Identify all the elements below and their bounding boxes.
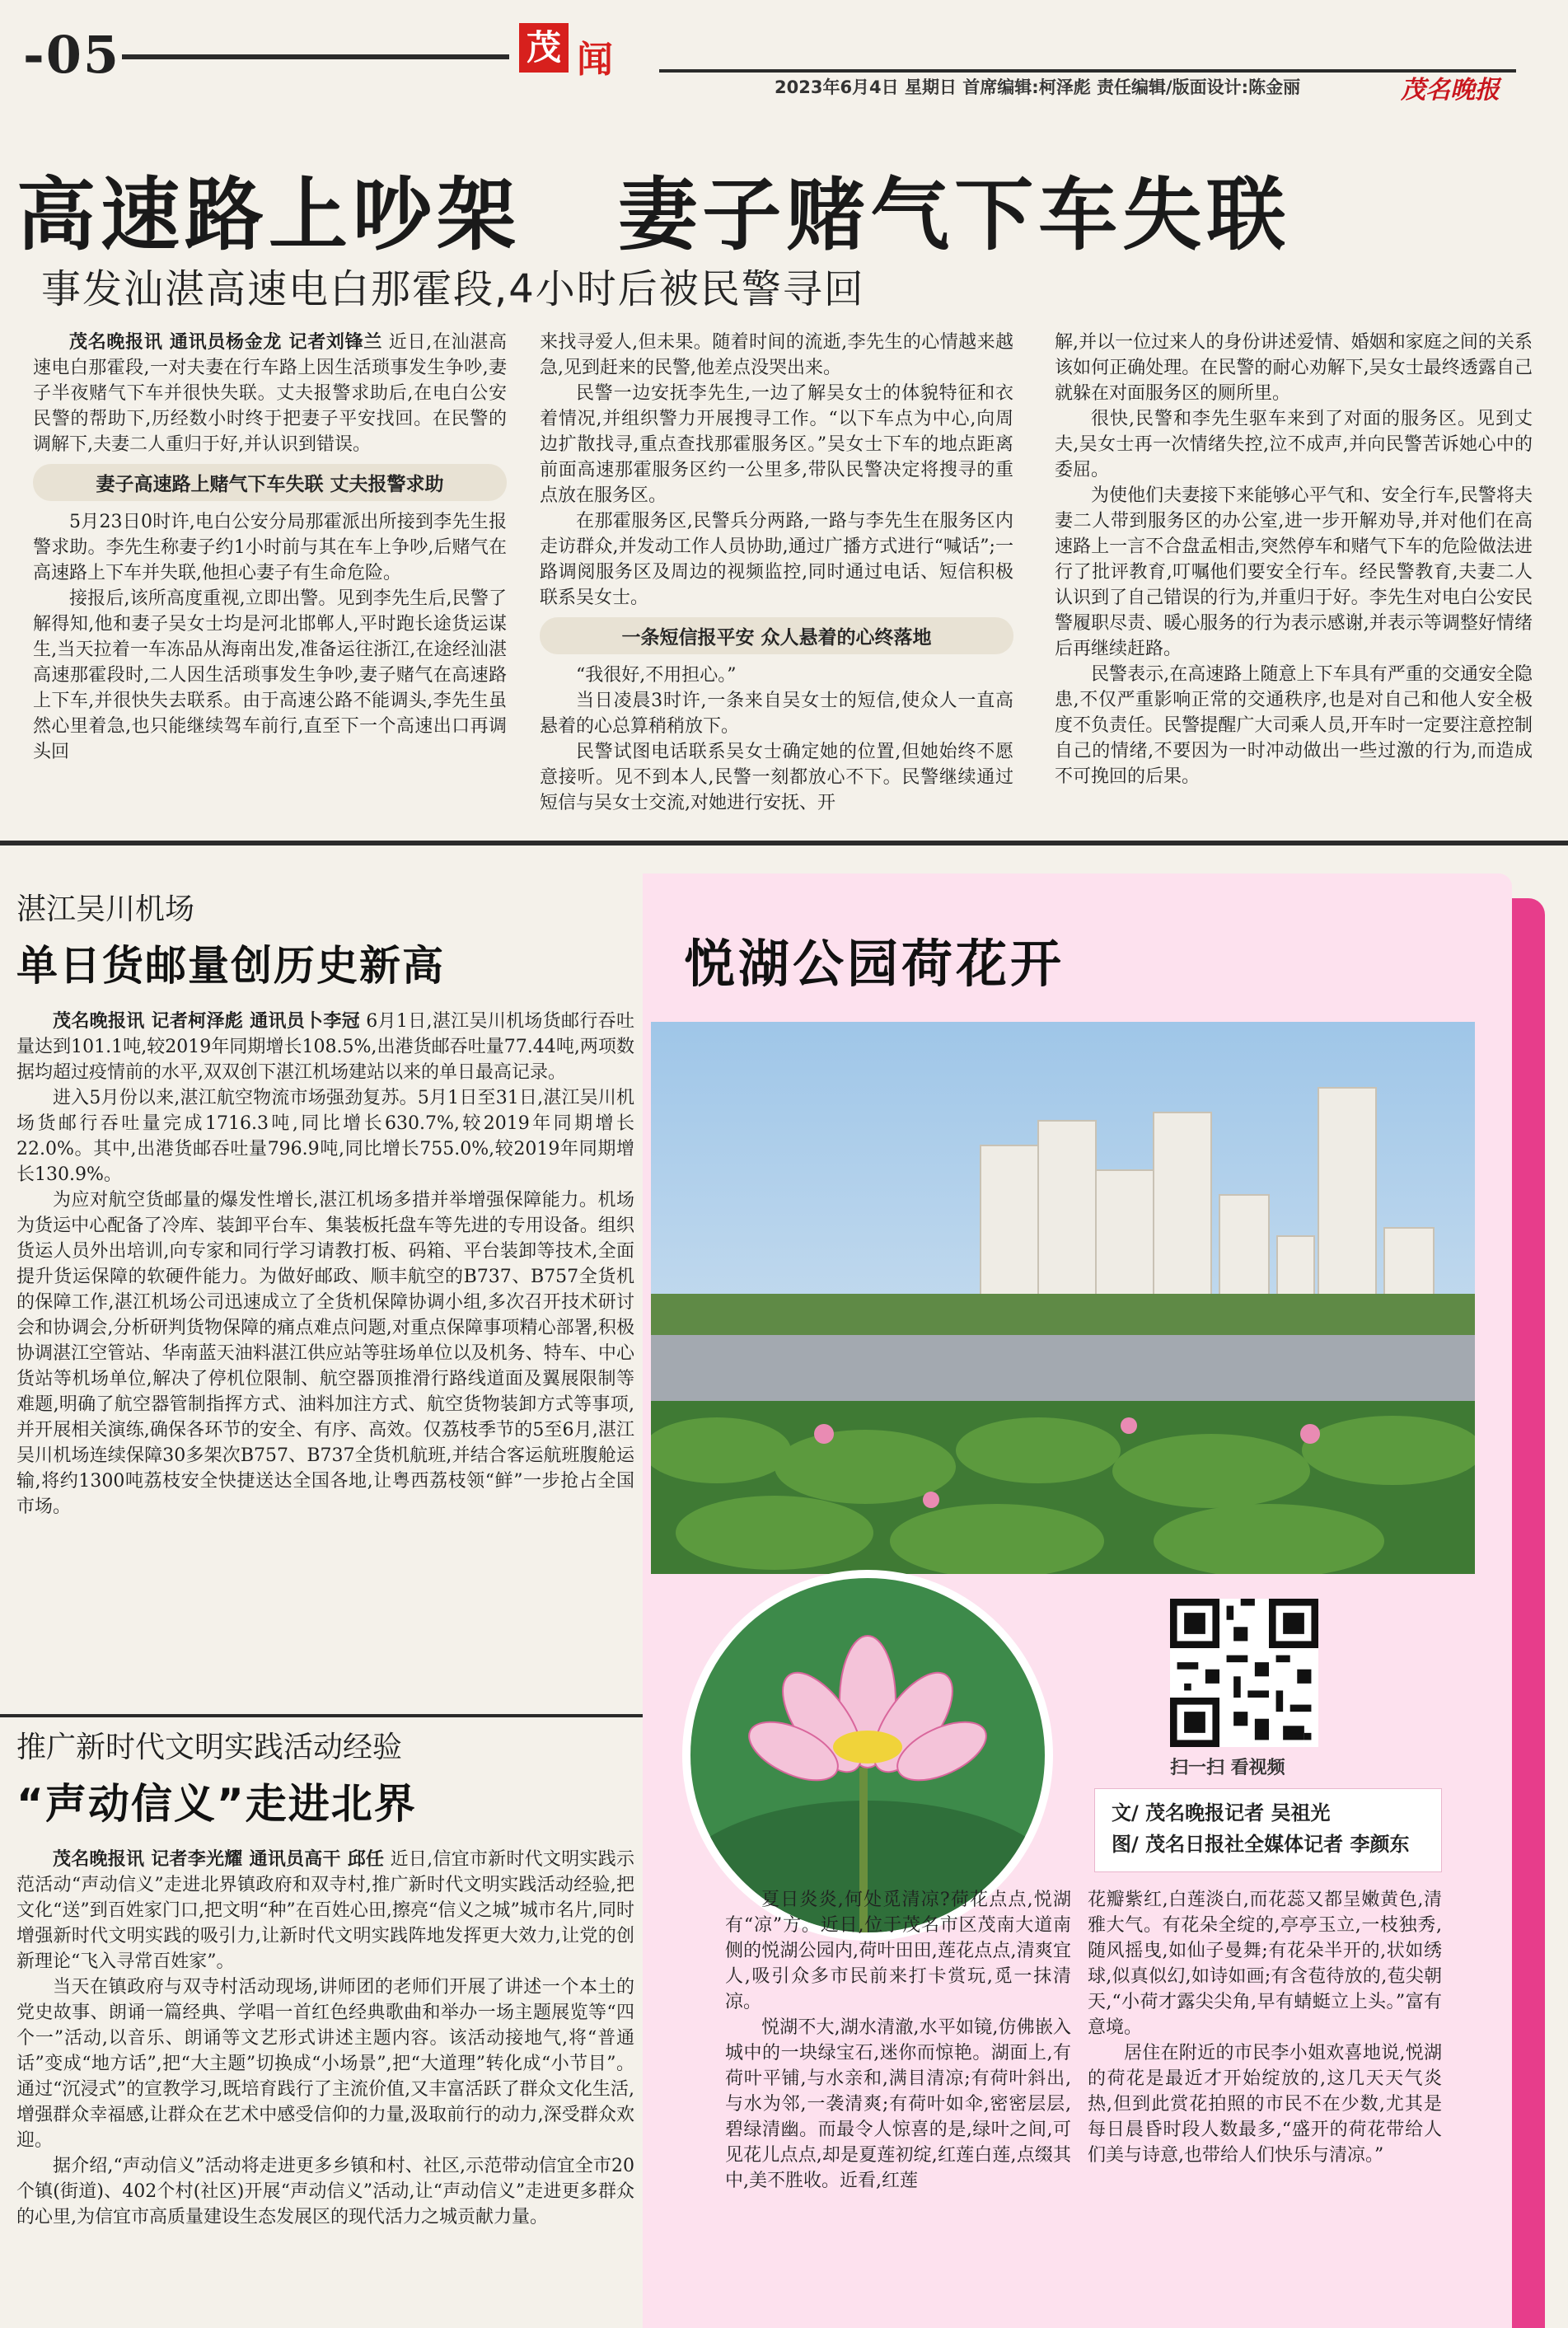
lead-subheadline: 事发汕湛高速电白那霍段,4小时后被民警寻回 [41,266,865,312]
lotus-paragraph: 夏日炎炎,何处觅清凉?荷花点点,悦湖有“凉”方。近日,位于茂名市区茂南大道南侧的悦湖公园内,荷叶田田,莲花点点,清爽宜人,吸引众多市民前来打卡赏玩,觅一抹清凉。 [725,1890,1071,2012]
photographer-credit: 图/ 茂名日报社全媒体记者 李颜东 [1112,1833,1410,1856]
lead-paragraph: 当日凌晨3时许,一条来自吴女士的短信,使众人一直高悬着的心总算稍稍放下。 [540,691,1013,737]
lotus-column-1 [725,1887,1071,2194]
civility-kicker: 推广新时代文明实践活动经验 [16,1731,403,1764]
lead-paragraph: 很快,民警和李先生驱车来到了对面的服务区。见到丈夫,吴女士再一次情绪失控,泣不成声,并向民警苦诉她心中的委屈。 [1055,409,1533,480]
lead-paragraph: 解,并以一位过来人的身份讲述爱情、婚姻和家庭之间的关系该如何正确处理。在民警的耐心劝解下,吴女士最终透露自己就躲在对面服务区的厕所里。 [1055,332,1533,404]
column-badge-suffix: 闻 [577,39,613,81]
lead-section-heading: 妻子高速路上赌气下车失联 丈夫报警求助 [33,464,507,501]
airport-paragraph: 进入5月份以来,湛江航空物流市场强劲复苏。5月1日至31日,湛江吴川机场货邮行吞吐量完成1716.3吨,同比增长630.7%,较2019年同期增长22.0%。其中,出港货邮吞吐量796.9吨,同比增长755.0%,较2019年同期增长130.9%。 [16,1088,634,1185]
writer-credit: 文/ 茂名晚报记者 吴祖光 [1112,1801,1331,1824]
header-rule [122,54,509,59]
edition-meta: 2023年6月4日 星期日 首席编辑:柯泽彪 责任编辑/版面设计:陈金丽 [775,77,1301,97]
masthead-rule [659,69,1516,73]
masthead-logo: 茂名晚报 [1401,76,1500,105]
airport-kicker: 湛江吴川机场 [16,892,195,926]
lead-paragraph: 来找寻爱人,但未果。随着时间的流逝,李先生的心情越来越急,见到赶来的民警,他差点没哭出来。 [540,332,1013,378]
lead-byline: 茂名晚报讯 通讯员杨金龙 记者刘锋兰 [69,332,383,353]
lotus-headline: 悦湖公园荷花开 [684,934,1065,994]
airport-headline: 单日货邮量创历史新高 [16,942,445,990]
photo-credit [1094,1788,1442,1872]
civility-paragraph: 当天在镇政府与双寺村活动现场,讲师团的老师们开展了讲述一个本土的党史故事、朗诵一篇经典、学唱一首红色经典歌曲和举办一场主题展览等“四个一”活动,以音乐、朗诵等文艺形式讲述主题内容。该活动接地气,将“普通话”变成“地方话”,把“大主题”切换成“小场景”,把“大道理”转化成“小节目”。通过“沉浸式”的宣教学习,既培育践行了主流价值,又丰富活跃了群众文化生活,增强群众幸福感,让群众在艺术中感受信仰的力量,汲取前行的动力,深受群众欢迎。 [16,1977,634,2151]
civility-paragraph: 近日,信宜市新时代文明实践示范活动“声动信义”走进北界镇政府和双寺村,推广新时代文明实践活动经验,把文化“送”到百姓家门口,把文明“种”在百姓心田,擦亮“信义之城”城市名片,同时增强新时代文明实践的吸引力,让新时代文明实践阵地发挥更大效力,让党的创新理论“飞入寻常百姓家”。 [16,1849,635,1972]
lead-headline: 高速路上吵架 妻子赌气下车失联 [16,169,1291,261]
lead-paragraph: 民警一边安抚李先生,一边了解吴女士的体貌特征和衣着情况,并组织警力开展搜寻工作。“以下车点为中心,向周边扩散找寻,重点查找那霍服务区。”吴女士下车的地点距离前面高速那霍服务区约一公里多,带队民警决定将搜寻的重点放在服务区。 [540,383,1013,506]
lotus-flower-photo [682,1570,1053,1941]
lead-paragraph: 民警试图电话联系吴女士确定她的位置,但她始终不愿意接听。见不到本人,民警一刻都放心不下。民警继续通过短信与吴女士交流,对她进行安抚、开 [540,742,1013,813]
airport-paragraph: 为应对航空货邮量的爆发性增长,湛江机场多措并举增强保障能力。机场为货运中心配备了冷库、装卸平台车、集装板托盘车等先进的专用设备。组织货运人员外出培训,向专家和同行学习请教打板、码箱、平台装卸等技术,全面提升货运保障的软硬件能力。为做好邮政、顺丰航空的B737、B757全货机的保障工作,湛江机场公司迅速成立了全货机保障协调小组,多次召开技术研讨会和协调会,分析研判货物保障的痛点难点问题,对重点保障事项精心部署,积极协调湛江空管站、华南蓝天油料湛江供应站等驻场单位以及机务、特车、中心货站等机场单位,解决了停机位限制、航空器顶推滑行路线道面及翼展限制等难题,明确了航空器管制指挥方式、油料加注方式、航空货物装卸方式等事项,并开展相关演练,确保各环节的安全、有序、高效。仅荔枝季节的5至6月,湛江吴川机场连续保障30多架次B757、B737全货机航班,并结合客运航班腹舱运输,将约1300吨荔枝安全快捷送达全国各地,让粤西荔枝领“鲜”一步抢占全国市场。 [16,1190,634,1517]
lead-paragraph: 在那霍服务区,民警兵分两路,一路与李先生在服务区内走访群众,并发动工作人员协助,通过广播方式进行“喊话”;一路调阅服务区及周边的视频监控,同时通过电话、短信积极联系吴女士。 [540,511,1013,608]
qr-code[interactable] [1170,1599,1318,1747]
lotus-column-2 [1088,1887,1442,2168]
lead-paragraph: “我很好,不用担心。” [576,665,737,686]
civility-headline: “声动信义”走进北界 [16,1780,417,1828]
section-divider [0,1714,651,1717]
lead-paragraph: 近日,在汕湛高速电白那霍段,一对夫妻在行车路上因生活琐事发生争吵,妻子半夜赌气下车并很快失联。丈夫报警求助后,在电白公安民警的帮助下,历经数小时终于把妻子平安找回。在民警的调解下,夫妻二人重归于好,并认识到错误。 [33,332,507,455]
lead-paragraph: 5月23日0时许,电白公安分局那霍派出所接到李先生报警求助。李先生称妻子约1小时前与其在车上争吵,后赌气在高速路上下车并失联,他担心妻子有生命危险。 [33,512,507,583]
section-divider [0,841,1568,845]
lead-column-2 [540,330,1013,816]
airport-paragraph: 6月1日,湛江吴川机场货邮行吞吐量达到101.1吨,较2019年同期增长108.5%,出港货邮吞吐量77.44吨,两项数据均超过疫情前的水平,双双创下湛江机场建站以来的单日最高记录。 [16,1011,634,1083]
civility-paragraph: 据介绍,“声动信义”活动将走进更多乡镇和村、社区,示范带动信宜全市20个镇(街道)、402个村(社区)开展“声动信义”活动,让“声动信义”走进更多群众的心里,为信宜市高质量建设生态发展区的现代活力之城贡献力量。 [16,2156,634,2227]
airport-article [16,886,634,1520]
civility-article [16,1724,634,2230]
lotus-park-photo [651,1022,1475,1574]
page-number: -05 [23,25,121,85]
lotus-paragraph: 花瓣紫红,白莲淡白,而花蕊又都呈嫩黄色,清雅大气。有花朵全绽的,亭亭玉立,一枝独秀,随风摇曳,如仙子曼舞;有花朵半开的,状如绣球,似真似幻,如诗如画;有含苞待放的,苞尖朝天,“小荷才露尖尖角,早有蜻蜓立上头。”富有意境。 [1088,1890,1442,2038]
qr-caption: 扫一扫 看视频 [1170,1758,1285,1778]
lotus-paragraph: 悦湖不大,湖水清澈,水平如镜,仿佛嵌入城中的一块绿宝石,迷你而惊艳。湖面上,有荷叶平铺,与水亲和,满目清凉;有荷叶斜出,与水为邻,一袭清爽;有荷叶如伞,密密层层,碧绿清幽。而最令人惊喜的是,绿叶之间,可见花儿点点,却是夏莲初绽,红莲白莲,点缀其中,美不胜收。近看,红莲 [725,2017,1071,2191]
lead-paragraph: 民警表示,在高速路上随意上下车具有严重的交通安全隐患,不仅严重影响正常的交通秩序,也是对自己和他人安全极度不负责任。民警提醒广大司乘人员,开车时一定要注意控制自己的情绪,不要因为一时冲动做出一些过激的行为,而造成不可挽回的后果。 [1055,664,1533,787]
lead-section-heading: 一条短信报平安 众人悬着的心终落地 [540,617,1013,654]
lotus-paragraph: 居住在附近的市民李小姐欢喜地说,悦湖的荷花是最近才开始绽放的,这几天天气炎热,但到此赏花拍照的市民不在少数,尤其是每日晨昏时段人数最多,“盛开的荷花带给人们美与诗意,也带给人们快乐与清凉。” [1088,2043,1442,2166]
lead-column-1 [33,330,507,765]
lead-paragraph: 接报后,该所高度重视,立即出警。见到李先生后,民警了解得知,他和妻子吴女士均是河北邯郸人,平时跑长途货运谋生,当天拉着一车冻品从海南出发,准备运往浙江,在途经汕湛高速那霍段时,二人因生活琐事发生争吵,妻子赌气在高速路上下车,并很快失去联系。由于高速公路不能调头,李先生虽然心里着急,也只能继续驾车前行,直至下一个高速出口再调头回 [33,588,507,762]
civility-byline: 茂名晚报讯 记者李光耀 通讯员高干 邱任 [53,1849,385,1870]
airport-byline: 茂名晚报讯 记者柯泽彪 通讯员卜李冠 [53,1011,360,1032]
lead-paragraph: 为使他们夫妻接下来能够心平气和、安全行车,民警将夫妻二人带到服务区的办公室,进一步开解劝导,并对他们在高速路上一言不合盘孟相击,突然停车和赌气下车的危险做法进行了批评教育,叮嘱他们要安全行车。经民警教育,夫妻二人认识到了自己错误的行为,并重归于好。李先生对电白公安民警履职尽责、暖心服务的行为表示感谢,并表示等调整好情绪后再继续赶路。 [1055,485,1533,659]
column-badge: 茂 [519,23,569,73]
lead-column-3 [1055,330,1533,789]
